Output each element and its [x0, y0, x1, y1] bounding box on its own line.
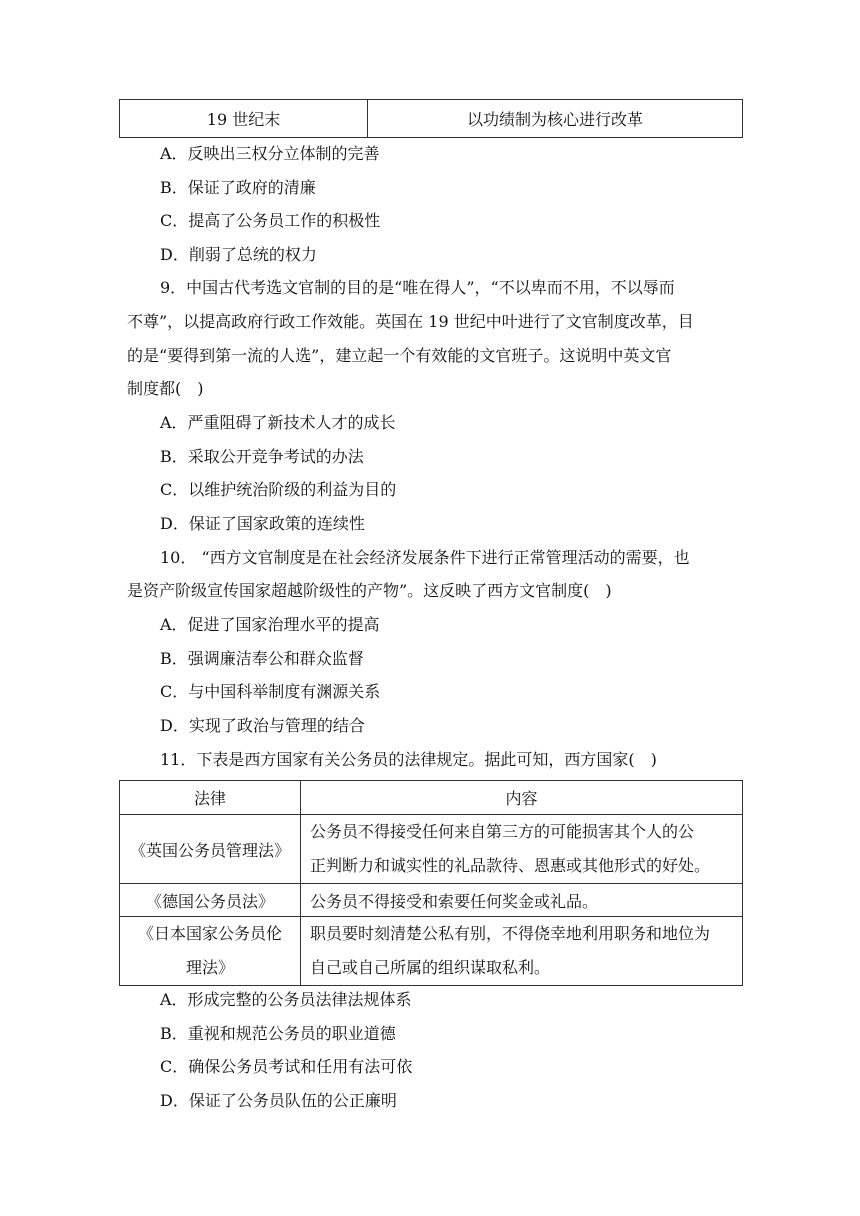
content-line: 自己或自己所属的组织谋取私利。 [310, 958, 551, 977]
table-row [120, 815, 743, 884]
q9-stem-line-4: 制度都( ) [127, 379, 204, 398]
q8-option-d: D．削弱了总统的权力 [160, 245, 317, 264]
q9-option-d: D．保证了国家政策的连续性 [160, 514, 365, 533]
table-cell-content [301, 884, 743, 917]
table-cell-content [301, 815, 743, 884]
table-cell-description: 以功绩制为核心进行改革 [368, 100, 743, 138]
table-row [120, 100, 743, 138]
table-header-content: 内容 [301, 781, 743, 815]
q9-option-a: A．严重阻碍了新技术人才的成长 [160, 413, 396, 432]
table-header-row [120, 781, 743, 815]
q8-option-a: A．反映出三权分立体制的完善 [160, 144, 380, 163]
table-cell-law [120, 884, 301, 917]
q8-option-b: B．保证了政府的清廉 [160, 178, 316, 197]
table-cell-period: 19 世纪末 [120, 100, 368, 138]
q10-option-c: C．与中国科举制度有渊源关系 [160, 682, 381, 701]
top-table [119, 99, 743, 138]
q10-stem-line-1: 10． “西方文官制度是在社会经济发展条件下进行正常管理活动的需要，也 [160, 548, 690, 567]
table-header-law: 法律 [120, 781, 301, 815]
q10-option-d: D．实现了政治与管理的结合 [160, 716, 365, 735]
content-line: 公务员不得接受和索要任何奖金或礼品。 [310, 891, 599, 911]
q9-stem-line-1: 9．中国古代考选文官制的目的是“唯在得人”，“不以卑而不用，不以辱而 [160, 278, 675, 297]
q9-stem-line-3: 的是“要得到第一流的人选”，建立起一个有效能的文官班子。这说明中英文官 [127, 346, 672, 365]
q10-option-a: A．促进了国家治理水平的提高 [160, 615, 380, 634]
q11-option-d: D．保证了公务员队伍的公正廉明 [160, 1091, 397, 1110]
q9-option-b: B．采取公开竞争考试的办法 [160, 447, 364, 466]
content-line: 公务员不得接受任何来自第三方的可能损害其个人的公 [310, 822, 695, 841]
table-row [120, 917, 743, 986]
q11-option-a: A．形成完整的公务员法律法规体系 [160, 990, 412, 1009]
table-cell-law [120, 917, 301, 986]
q8-option-c: C．提高了公务员工作的积极性 [160, 211, 381, 230]
law-name: 《德国公务员法》 [145, 891, 274, 911]
law-name: 理法》 [185, 958, 234, 977]
law-name: 《英国公务员管理法》 [129, 840, 290, 860]
q11-option-b: B．重视和规范公务员的职业道德 [160, 1024, 396, 1043]
q10-option-b: B．强调廉洁奉公和群众监督 [160, 649, 364, 668]
q9-stem-line-2: 不尊”，以提高政府行政工作效能。英国在 19 世纪中叶进行了文官制度改革，目 [127, 312, 694, 331]
q11-option-c: C．确保公务员考试和任用有法可依 [160, 1057, 413, 1076]
table-cell-content [301, 917, 743, 986]
q10-stem-line-2: 是资产阶级宣传国家超越阶级性的产物”。这反映了西方文官制度( ) [127, 581, 612, 600]
content-line: 正判断力和诚实性的礼品款待、恩惠或其他形式的好处。 [310, 856, 711, 875]
table-row [120, 884, 743, 917]
q11-stem: 11．下表是西方国家有关公务员的法律规定。据此可知，西方国家( ) [160, 750, 657, 769]
law-name: 《日本国家公务员伦 [137, 924, 282, 943]
q9-option-c: C．以维护统治阶级的利益为目的 [160, 480, 397, 499]
table-cell-law [120, 815, 301, 884]
q11-law-table [119, 780, 743, 986]
content-line: 职员要时刻清楚公私有别，不得侥幸地利用职务和地位为 [310, 924, 711, 943]
